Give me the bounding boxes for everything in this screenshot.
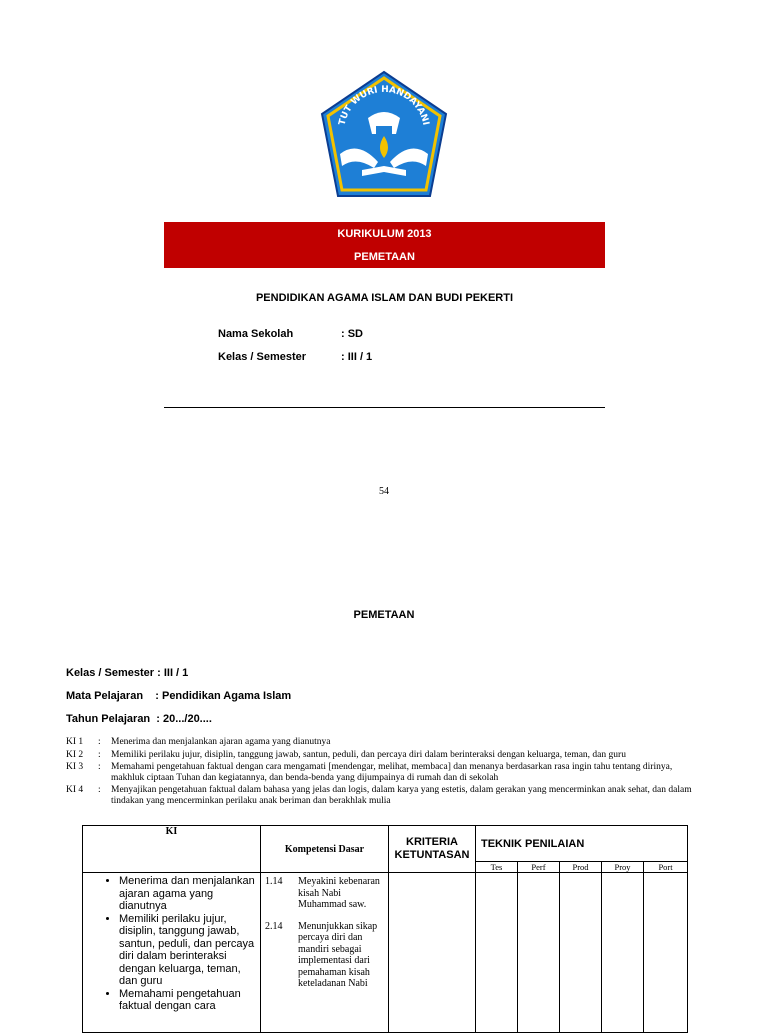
pemetaan-title: PEMETAAN (353, 609, 415, 621)
kd-cell (261, 873, 389, 1033)
svg-text:TUT WURI HANDAYANI: TUT WURI HANDAYANI (337, 84, 431, 127)
kd-text: Menunjukkan sikap percaya diri dan mandiri sebagai implementasi dari pemahaman kisah keteladanan Nabi (298, 920, 378, 989)
ki-key: KI 4 (66, 785, 84, 795)
ki-item: KI 4 : Menyajikan pengetahuan faktual dalam bahasa yang jelas dan logis, dalam karya yang estetis, dalam gerakan yang mencerminkan anak sehat, dan dalam tindakan yang mencerminkan perilaku anak beriman dan berakhlak mulia (66, 785, 696, 806)
ki-list (66, 737, 696, 808)
kd-item (261, 873, 388, 911)
curriculum-title: KURIKULUM 2013 (337, 228, 432, 240)
ki-item: KI 2 : Memiliki perilaku jujur, disiplin, tanggung jawab, santun, peduli, dan percaya diri dalam berinteraksi dengan keluarga, teman, dan guru (66, 750, 696, 761)
tut-wuri-handayani-logo (318, 70, 450, 202)
perf-cell (518, 873, 560, 1033)
proy-cell (602, 873, 644, 1033)
header-proy: Proy (602, 862, 644, 873)
subject-title: PENDIDIKAN AGAMA ISLAM DAN BUDI PEKERTI (255, 292, 514, 304)
kd-number: 1.14 (265, 876, 283, 887)
header-ki: KI (83, 826, 261, 873)
kd-number: 2.14 (265, 920, 283, 932)
school-label: Nama Sekolah (218, 328, 294, 340)
header-teknik-penilaian: TEKNIK PENILAIAN (476, 826, 688, 862)
header-perf: Perf (518, 862, 560, 873)
ki-bullet: • Memiliki perilaku jujur, disiplin, tanggung jawab, santun, peduli, dan percaya diri dalam berinteraksi dengan keluarga, teman, dan guru (119, 913, 260, 988)
mata-pelajaran: Mata Pelajaran : Pendidikan Agama Islam (66, 690, 292, 702)
ki-key: KI 1 (66, 737, 84, 747)
divider (164, 407, 605, 408)
header-tes: Tes (476, 862, 518, 873)
ki-text: Menyajikan pengetahuan faktual dalam bahasa yang jelas dan logis, dalam karya yang estetis, dalam gerakan yang mencerminkan anak sehat, dan dalam tindakan yang mencerminkan perilaku anak beriman dan berakhlak mulia (111, 785, 692, 806)
ki-text: Memahami pengetahuan faktual dengan cara mengamati [mendengar, melihat, membaca] dan menanya berdasarkan rasa ingin tahu tentang dirinya, makhluk ciptaan Tuhan dan kegiatannya, dan benda-benda yang dijumpainya di rumah dan di sekolah (111, 762, 673, 783)
tes-cell (476, 873, 518, 1033)
kd-item (261, 911, 388, 990)
mapping-table (82, 825, 688, 1033)
header-port: Port (644, 862, 688, 873)
kd-text: Meyakini kebenaran kisah Nabi Muhammad saw. (298, 876, 380, 910)
class-value: : III / 1 (341, 351, 373, 363)
ki-key: KI 3 (66, 762, 84, 772)
header-prod: Prod (560, 862, 602, 873)
ki-cell (83, 873, 261, 1033)
port-cell (644, 873, 688, 1033)
ki-text: Memiliki perilaku jujur, disiplin, tanggung jawab, santun, peduli, dan percaya diri dalam berinteraksi dengan keluarga, teman, dan guru (111, 749, 626, 760)
ki-item: KI 1 : Menerima dan menjalankan ajaran agama yang dianutnya (66, 737, 696, 748)
ki-key: KI 2 (66, 749, 84, 760)
prod-cell (560, 873, 602, 1033)
class-label: Kelas / Semester (218, 351, 307, 363)
kriteria-cell (389, 873, 476, 1033)
header-kriteria: KRITERIA KETUNTASAN (389, 826, 476, 873)
kelas-semester: Kelas / Semester : III / 1 (66, 667, 189, 679)
header-kompetensi-dasar: Kompetensi Dasar (261, 826, 389, 873)
ki-bullet: • Memahami pengetahuan faktual dengan cara (119, 988, 260, 1013)
tahun-pelajaran: Tahun Pelajaran : 20.../20.... (66, 713, 212, 725)
page-number: 54 (379, 486, 389, 497)
ki-item: KI 3 : Memahami pengetahuan faktual dengan cara mengamati [mendengar, melihat, membaca] dan menanya berdasarkan rasa ingin tahu tentang dirinya, makhluk ciptaan Tuhan dan kegiatannya, dan benda-benda yang dijumpainya di rumah dan di sekolah (66, 762, 696, 783)
title-banner (164, 222, 605, 268)
ki-bullet: • Menerima dan menjalankan ajaran agama yang dianutnya (119, 875, 260, 913)
school-value: : SD (341, 328, 363, 340)
ki-text: Menerima dan menjalankan ajaran agama yang dianutnya (111, 737, 331, 747)
document-title: PEMETAAN (354, 251, 415, 263)
